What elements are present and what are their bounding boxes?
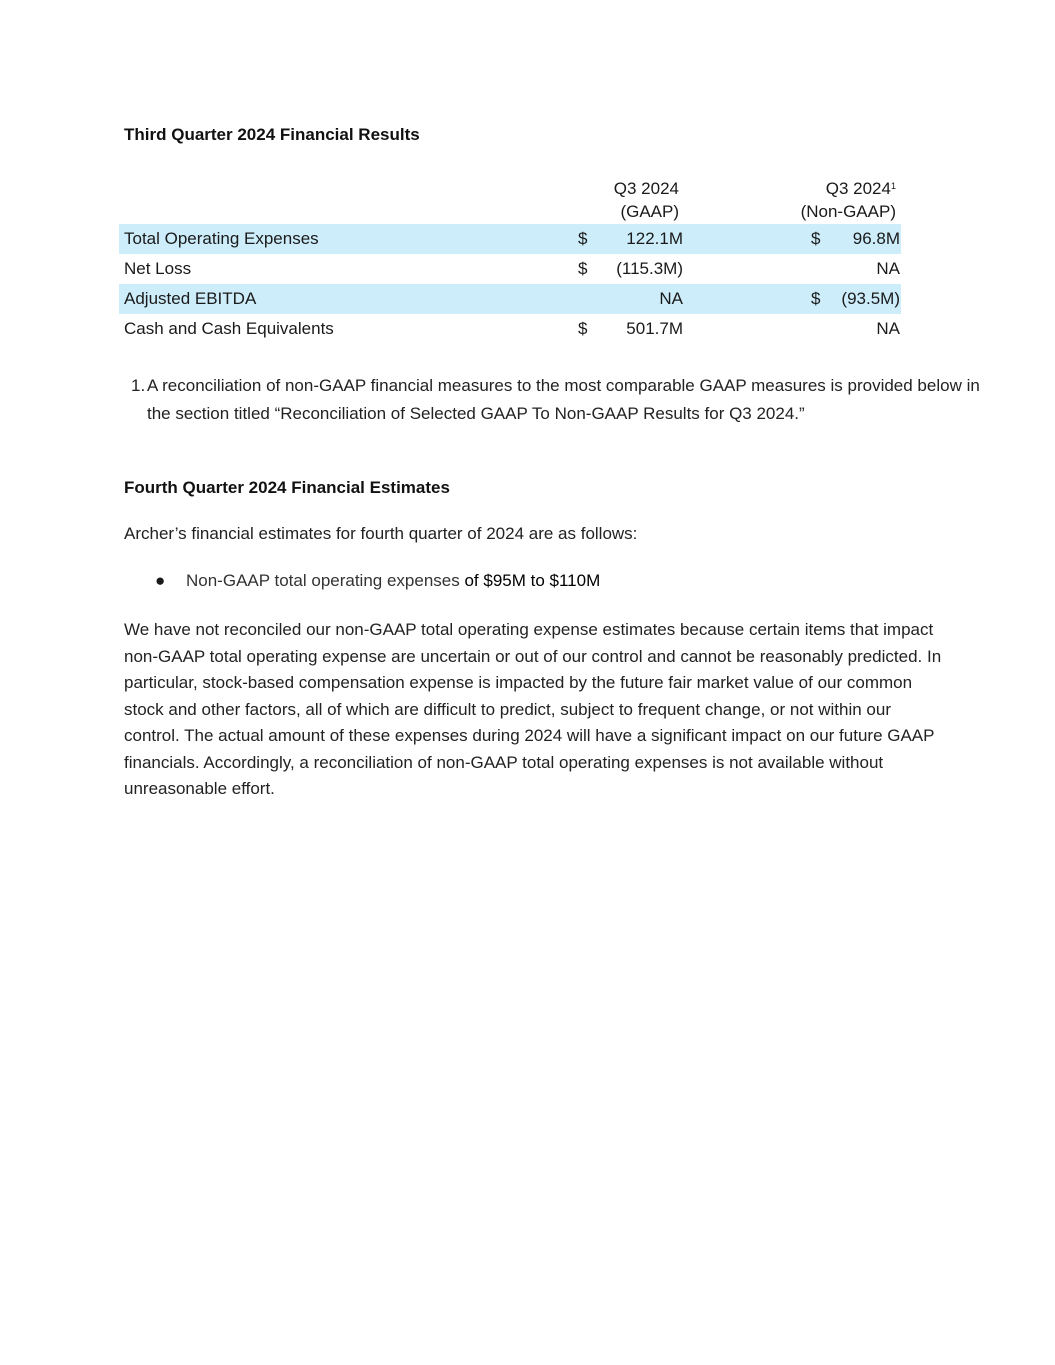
financial-results-table <box>119 174 901 344</box>
gaap-value: 501.7M <box>626 319 683 338</box>
table-row <box>119 224 901 254</box>
row-label: Cash and Cash Equivalents <box>124 319 334 338</box>
table-row <box>119 314 901 344</box>
table-row <box>119 254 901 284</box>
column-header-nongaap-basis: (Non-GAAP) <box>800 202 896 221</box>
nongaap-value: NA <box>876 319 900 338</box>
row-label: Adjusted EBITDA <box>124 289 257 308</box>
nongaap-currency: $ <box>811 229 821 248</box>
gaap-currency: $ <box>578 229 588 248</box>
column-header-nongaap <box>801 177 896 223</box>
nongaap-currency: $ <box>811 289 821 308</box>
column-header-gaap <box>614 177 679 223</box>
column-header-gaap-basis: (GAAP) <box>620 202 679 221</box>
row-label: Total Operating Expenses <box>124 229 319 248</box>
gaap-currency: $ <box>578 319 588 338</box>
bullet-text-lead: Non-GAAP total operating expenses <box>186 571 465 590</box>
nongaap-value: (93.5M) <box>841 289 900 308</box>
bullet-text-range: of $95M to $110M <box>464 571 601 590</box>
row-label: Net Loss <box>124 259 192 278</box>
column-header-nongaap-period: Q3 2024 <box>825 179 891 198</box>
nongaap-value: NA <box>876 259 900 278</box>
gaap-value: 122.1M <box>626 229 683 248</box>
footnote-text: A reconciliation of non-GAAP financial measures to the most comparable GAAP measures is provided below in the section titled “Reconciliation of Selected GAAP To Non-GAAP Results for Q3 2024.” <box>147 376 980 423</box>
footnote-number: 1. <box>131 376 146 395</box>
bullet-icon: ● <box>155 571 166 590</box>
column-header-gaap-period: Q3 2024 <box>613 179 679 198</box>
reconciliation-paragraph: We have not reconciled our non-GAAP total operating expense estimates because certain items that impact non-GAAP total operating expense are uncertain or out of our control and cannot be reasonably predicted. In particular, stock-based compensation expense is impacted by the future fair market value of our common stock and other factors, all of which are difficult to predict, subject to frequent change, or not within our control. The actual amount of these expenses during 2024 will have a significant impact on our future GAAP financials. Accordingly, a reconciliation of non-GAAP total operating expenses is not available without unreasonable effort. <box>124 620 942 798</box>
table-header <box>119 174 901 224</box>
gaap-value: (115.3M) <box>616 259 683 278</box>
gaap-value: NA <box>659 289 683 308</box>
nongaap-value: 96.8M <box>852 229 900 248</box>
estimates-intro: Archer’s financial estimates for fourth quarter of 2024 are as follows: <box>124 524 638 543</box>
section-heading-q3-results: Third Quarter 2024 Financial Results <box>124 125 420 144</box>
section-heading-q4-estimates: Fourth Quarter 2024 Financial Estimates <box>124 478 450 497</box>
gaap-currency: $ <box>578 259 588 278</box>
table-row <box>119 284 901 314</box>
footnote-marker: 1 <box>890 181 896 191</box>
